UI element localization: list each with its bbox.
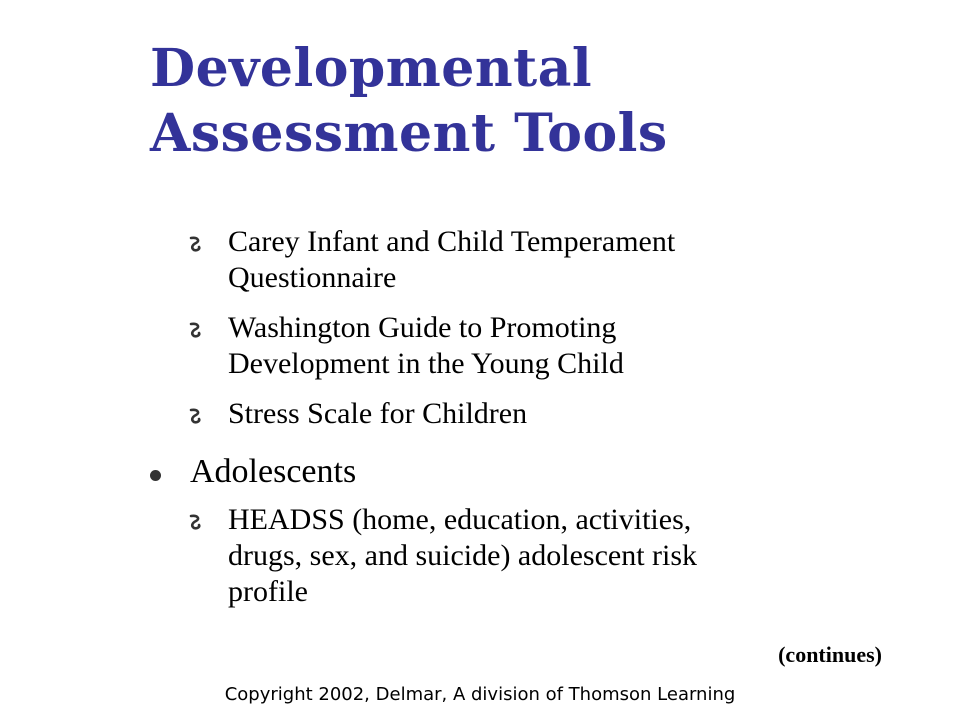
- title-line-1: Developmental: [150, 38, 593, 99]
- list-item: Stress Scale for Children: [228, 397, 528, 430]
- curl-bullet-icon: [188, 514, 202, 530]
- list-item: Washington Guide to Promoting Development in the Young Child: [228, 311, 624, 380]
- continues-label: (continues): [778, 642, 882, 667]
- curl-bullet-icon: [188, 322, 202, 338]
- round-bullet-icon: [150, 470, 161, 481]
- curl-bullet-icon: [188, 408, 202, 424]
- curl-bullet-icon: [188, 236, 202, 252]
- title-line-2: Assessment Tools: [150, 103, 668, 164]
- list-item: HEADSS (home, education, activities, drugs, sex, and suicide) adolescent risk profile: [228, 503, 698, 608]
- list-item-main: Adolescents: [190, 453, 357, 490]
- list-item: Carey Infant and Child Temperament Questionnaire: [228, 225, 676, 294]
- copyright-footer: Copyright 2002, Delmar, A division of Thomson Learning: [224, 684, 736, 705]
